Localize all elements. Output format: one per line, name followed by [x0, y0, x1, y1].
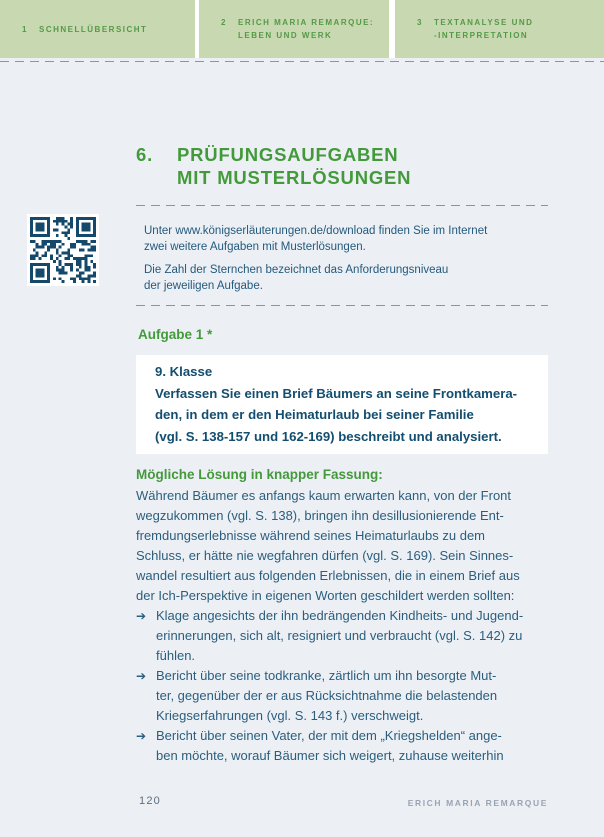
- chapter-tab-bar: [0, 0, 604, 58]
- task-box-line: (vgl. S. 138-157 und 162-169) beschreibt und analysiert.: [155, 428, 502, 444]
- note-line: Unter www.königserläuterungen.de/download finden Sie im Internet: [144, 225, 488, 237]
- note-line: Die Zahl der Sternchen bezeichnet das Anforderungsniveau: [144, 264, 449, 276]
- task-box-line: den, in dem er den Heimaturlaub bei seiner Familie: [155, 407, 474, 422]
- arrow-bullet-icon: ➔: [136, 729, 147, 743]
- solution-line: fremdungserlebnisse während seines Heimaturlaubs zu dem: [136, 528, 486, 543]
- bullet-item: [136, 606, 550, 666]
- tab-number: 2: [221, 18, 227, 27]
- bullet-line: ter, gegenüber der er aus Rücksichtnahme die belastenden: [156, 688, 498, 703]
- task-box-line: Verfassen Sie einen Brief Bäumers an seine Frontkamera-: [155, 385, 518, 401]
- bullet-line: Kriegserfahrungen (vgl. S. 143 f.) verschweigt.: [156, 708, 424, 723]
- download-note: [136, 206, 548, 305]
- arrow-bullet-icon: ➔: [136, 669, 147, 683]
- section-divider: [136, 305, 548, 306]
- solution-body: [136, 486, 550, 766]
- tab-label: LEBEN UND WERK: [238, 31, 333, 40]
- bullet-item: [136, 666, 550, 726]
- solution-line: wandel resultiert aus folgenden Erlebnissen, die in einem Brief aus: [136, 568, 520, 583]
- bullet-line: fühlen.: [156, 648, 196, 663]
- footer-book-title: ERICH MARIA REMARQUE: [407, 798, 548, 808]
- page-number: 120: [139, 795, 161, 807]
- solution-line: wegzukommen (vgl. S. 138), bringen ihn desillusionierende Ent-: [136, 508, 504, 523]
- note-line: der jeweiligen Aufgabe.: [144, 279, 263, 292]
- tab-label: -INTERPRETATION: [434, 31, 529, 40]
- chapter-number: 6.: [136, 144, 154, 165]
- tab-label: SCHNELLÜBERSICHT: [39, 25, 148, 34]
- arrow-bullet-icon: ➔: [136, 609, 147, 623]
- task-heading: Aufgabe 1 *: [138, 327, 213, 342]
- chapter-title-line: MIT MUSTERLÖSUNGEN: [177, 167, 412, 188]
- note-line: zwei weitere Aufgaben mit Musterlösungen.: [144, 240, 366, 253]
- solution-heading: Mögliche Lösung in knapper Fassung:: [136, 467, 383, 482]
- solution-line: der Ich-Perspektive in eigenen Worten geschildert werden sollten:: [136, 588, 515, 603]
- solution-line: Schluss, er hätte nie wegfahren dürfen (vgl. S. 169). Sein Sinnes-: [136, 548, 514, 563]
- bullet-line: Bericht über seinen Vater, der mit dem „Kriegshelden“ ange-: [156, 728, 502, 743]
- task-box-line: 9. Klasse: [155, 364, 213, 379]
- qr-code: [27, 214, 99, 286]
- solution-line: Während Bäumer es anfangs kaum erwarten kann, von der Front: [136, 488, 512, 503]
- header-divider: [0, 61, 604, 62]
- tab-label: TEXTANALYSE UND: [434, 18, 534, 27]
- tab-label: ERICH MARIA REMARQUE:: [238, 18, 375, 27]
- tab-leben-und-werk[interactable]: [199, 0, 389, 58]
- bullet-line: Klage angesichts der ihn bedrängenden Kindheits- und Jugend-: [156, 608, 524, 623]
- task-box: [136, 355, 548, 454]
- bullet-line: Bericht über seine todkranke, zärtlich um ihn besorgte Mut-: [156, 668, 497, 683]
- bullet-line: ben möchte, worauf Bäumer sich weigert, zuhause weiterhin: [156, 748, 504, 763]
- chapter-heading: [136, 143, 604, 189]
- tab-schnelluebersicht[interactable]: [0, 0, 195, 58]
- tab-number: 1: [22, 25, 28, 34]
- tab-textanalyse[interactable]: [395, 0, 604, 58]
- bullet-item: [136, 726, 550, 766]
- tab-number: 3: [417, 18, 423, 27]
- bullet-line: erinnerungen, sich alt, resigniert und verbraucht (vgl. S. 142) zu: [156, 628, 523, 643]
- chapter-title-line: PRÜFUNGSAUFGABEN: [177, 144, 399, 165]
